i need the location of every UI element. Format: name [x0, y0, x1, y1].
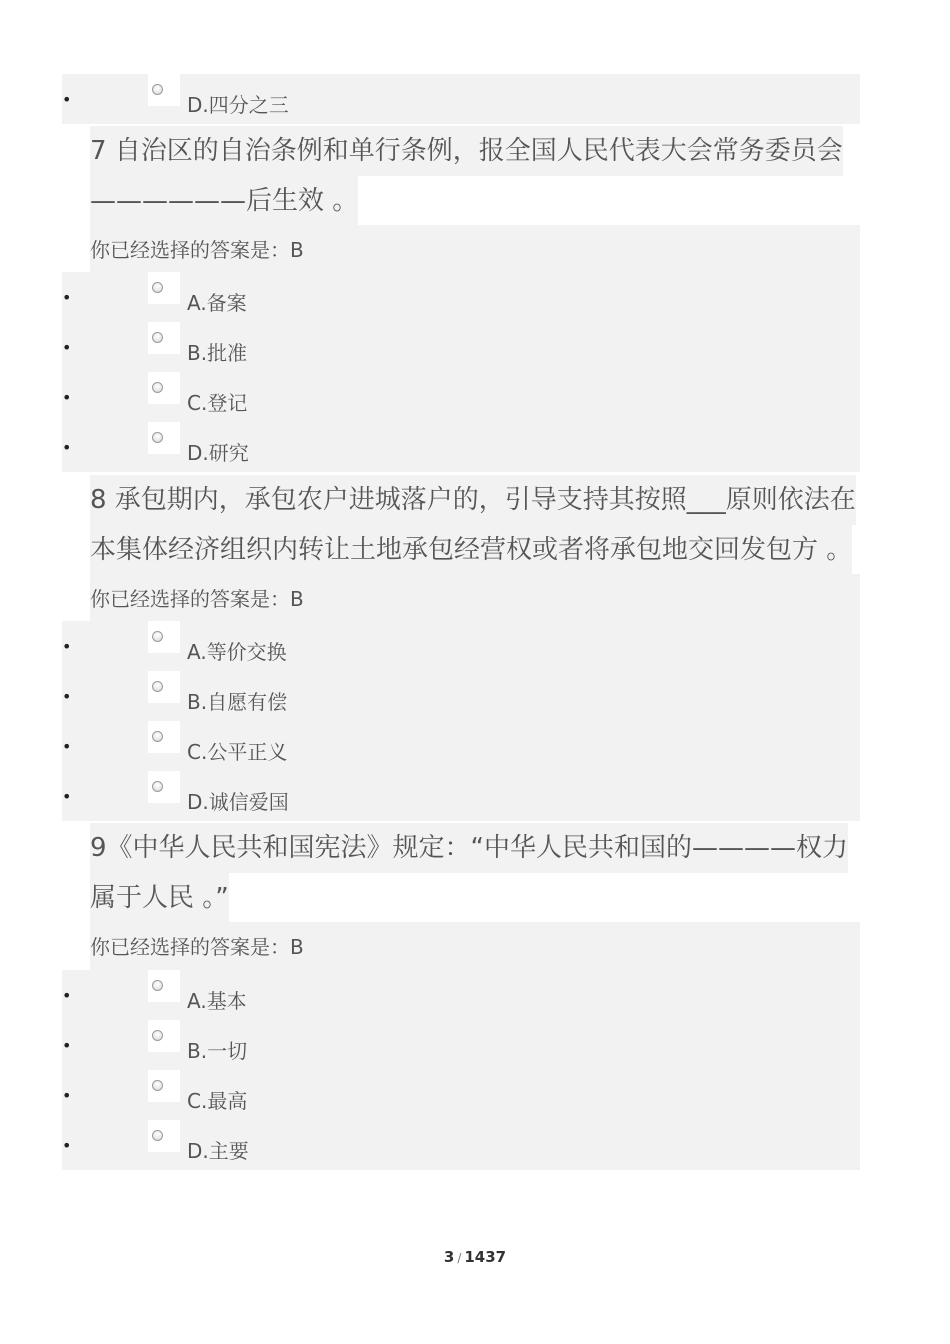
radio-button-icon[interactable]	[152, 1130, 163, 1141]
question-text-line: ——————后生效 。	[90, 176, 358, 226]
selected-answer: 你已经选择的答案是：B	[90, 225, 860, 275]
radio-button-icon[interactable]	[152, 432, 163, 443]
radio-button-icon[interactable]	[152, 382, 163, 393]
option-label: C.最高	[187, 1089, 248, 1113]
option-label: A.备案	[187, 291, 247, 315]
option-row[interactable]	[62, 1070, 860, 1120]
option-label: A.基本	[187, 989, 247, 1013]
option-label: D.诚信爱国	[187, 790, 289, 814]
bullet: •	[62, 637, 72, 656]
bullet: •	[62, 1086, 72, 1105]
option-row[interactable]	[62, 1020, 860, 1070]
bullet: •	[62, 1136, 72, 1155]
radio-button-icon[interactable]	[152, 631, 163, 642]
radio-button-icon[interactable]	[152, 1080, 163, 1091]
option-row[interactable]	[62, 970, 860, 1020]
option-row[interactable]	[62, 771, 860, 821]
radio-container[interactable]	[148, 1020, 180, 1052]
bullet: •	[62, 1036, 72, 1055]
radio-container[interactable]	[148, 970, 180, 1002]
option-label: B.一切	[187, 1039, 248, 1063]
question-text-line: 8 承包期内，承包农户进城落户的，引导支持其按照___原则依法在	[90, 475, 856, 525]
radio-container[interactable]	[148, 322, 180, 354]
option-label: D.主要	[187, 1139, 249, 1163]
bullet: •	[62, 388, 72, 407]
radio-button-icon[interactable]	[152, 1030, 163, 1041]
radio-container[interactable]	[148, 771, 180, 803]
selected-answer: 你已经选择的答案是：B	[90, 574, 860, 624]
selected-answer: 你已经选择的答案是：B	[90, 922, 860, 972]
radio-container[interactable]	[148, 1070, 180, 1102]
option-label: C.登记	[187, 391, 248, 415]
bullet: •	[62, 288, 72, 307]
current-page: 3	[443, 1248, 455, 1266]
radio-button-icon[interactable]	[152, 980, 163, 991]
radio-button-icon[interactable]	[152, 731, 163, 742]
option-row[interactable]	[62, 272, 860, 322]
radio-container[interactable]	[148, 272, 180, 304]
question-text-line: 7 自治区的自治条例和单行条例，报全国人民代表大会常务委员会	[90, 126, 843, 176]
option-label: D.研究	[187, 441, 249, 465]
question-text-line: 9《中华人民共和国宪法》规定：“中华人民共和国的————权力	[90, 823, 848, 873]
radio-button-icon[interactable]	[152, 282, 163, 293]
radio-container[interactable]	[148, 671, 180, 703]
radio-button-icon[interactable]	[152, 332, 163, 343]
bullet: •	[62, 438, 72, 457]
question-text-line: 属于人民 。”	[90, 873, 229, 923]
bullet: •	[62, 687, 72, 706]
question-text-line: 本集体经济组织内转让土地承包经营权或者将承包地交回发包方 。	[90, 525, 852, 575]
option-label: C.公平正义	[187, 740, 288, 764]
bullet: •	[62, 986, 72, 1005]
bullet: •	[62, 338, 72, 357]
bullet: •	[62, 90, 72, 109]
radio-button-icon[interactable]	[152, 681, 163, 692]
page-number	[0, 1248, 950, 1266]
option-row[interactable]	[62, 1120, 860, 1170]
radio-container[interactable]	[148, 372, 180, 404]
page-separator: /	[457, 1251, 462, 1265]
option-label: A.等价交换	[187, 640, 287, 664]
option-row[interactable]	[62, 372, 860, 422]
option-row[interactable]	[62, 671, 860, 721]
total-pages: 1437	[464, 1248, 507, 1266]
radio-button-icon[interactable]	[152, 781, 163, 792]
radio-button-icon[interactable]	[152, 84, 163, 95]
option-row[interactable]	[62, 322, 860, 372]
option-label: B.自愿有偿	[187, 690, 288, 714]
option-row[interactable]	[62, 422, 860, 472]
option-row[interactable]	[62, 74, 860, 124]
option-label: D.四分之三	[187, 93, 289, 117]
option-row[interactable]	[62, 721, 860, 771]
radio-container[interactable]	[148, 1120, 180, 1152]
radio-container[interactable]	[148, 621, 180, 653]
option-label: B.批准	[187, 341, 248, 365]
radio-container[interactable]	[148, 422, 180, 454]
option-row[interactable]	[62, 621, 860, 671]
radio-container[interactable]	[148, 721, 180, 753]
bullet: •	[62, 787, 72, 806]
bullet: •	[62, 737, 72, 756]
radio-container[interactable]	[148, 74, 180, 106]
